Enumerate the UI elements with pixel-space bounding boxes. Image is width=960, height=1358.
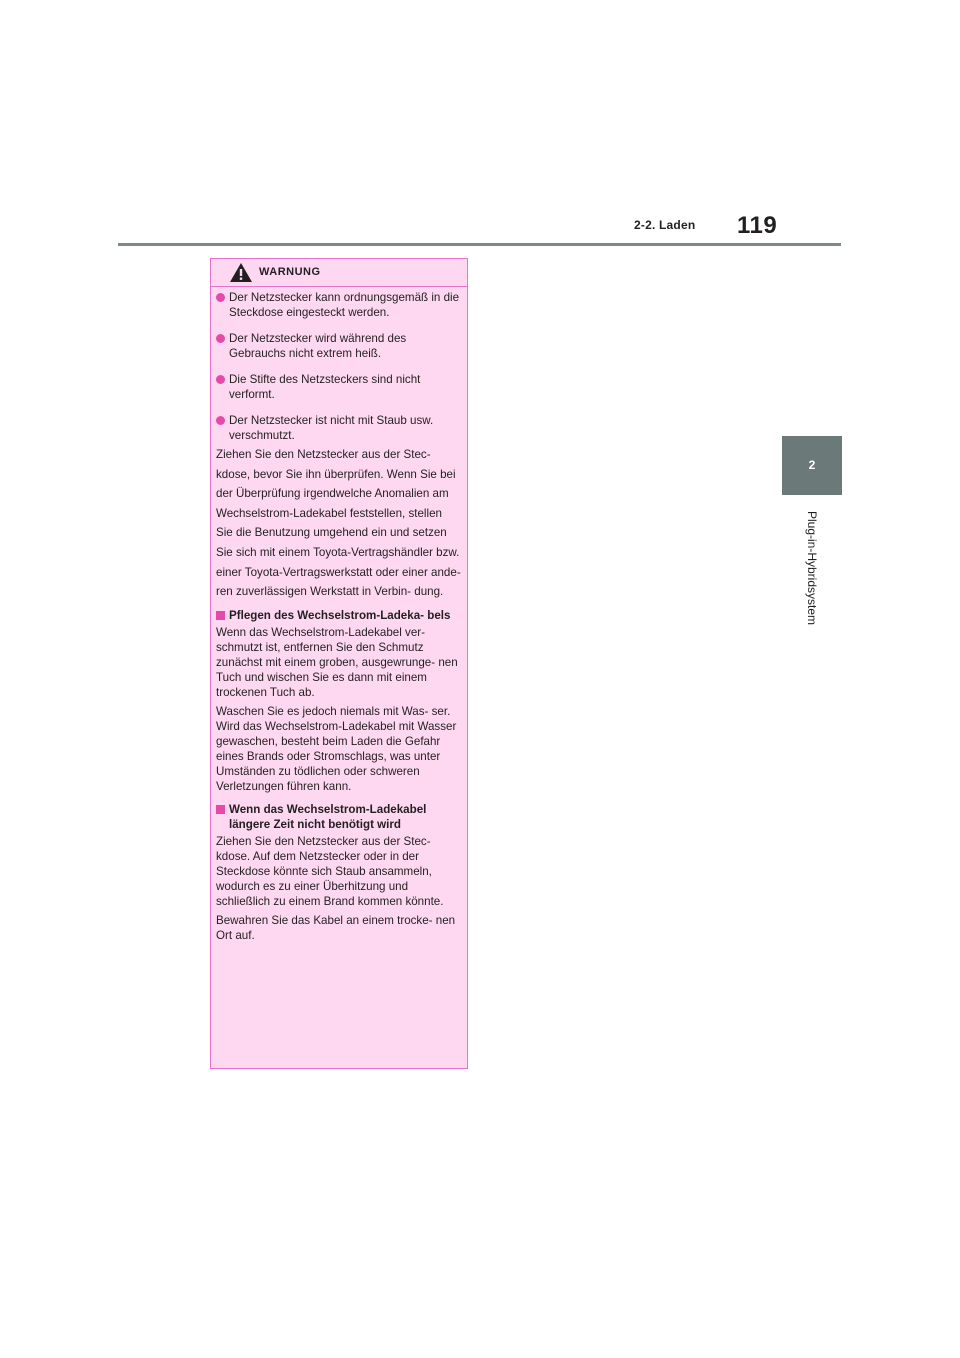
square-bullet-icon [216,805,225,814]
bullet-dot-icon [216,375,225,384]
page-number: 119 [737,212,778,239]
warning-triangle-icon [229,262,253,283]
warning-box [210,258,468,1069]
subheading-text: Wenn das Wechselstrom-Ladekabel längere Zeit nicht benötigt wird [229,802,427,831]
list-item [216,413,461,443]
warning-title: WARNUNG [259,266,321,278]
chapter-label: Plug-in-Hybridsystem [805,510,819,626]
bullet-text: Der Netzstecker kann ordnungsgemäß in die Steckdose eingesteckt werden. [229,291,460,319]
header-divider [118,243,841,246]
bullet-dot-icon [216,416,225,425]
list-item [216,331,461,361]
list-item [216,290,461,320]
instruction-paragraph: Ziehen Sie den Netzstecker aus der Stec- kdose, bevor Sie ihn überprüfen. Wenn Sie bei der Überprüfung irgendwelche Anomalien am Wechselstrom-Ladekabel feststellen, stellen Sie die Benutzung umgehend ein und setzen Sie sich mit einem Toyota-Vertragshändler bzw. einer Toyota-Vertragswerkstatt oder einer ande- ren zuverlässigen Werkstatt in Verbin- dung. [216,448,461,599]
bullet-text: Die Stifte des Netzsteckers sind nicht verformt. [229,373,421,401]
section-title: 2-2. Laden [634,218,696,232]
subheading-storage [216,802,461,832]
bullet-dot-icon [216,293,225,302]
bullet-dot-icon [216,334,225,343]
chapter-tab: 2 [782,436,842,495]
square-bullet-icon [216,611,225,620]
list-item [216,372,461,402]
bullet-text: Der Netzstecker ist nicht mit Staub usw. verschmutzt. [229,414,434,442]
subheading-text: Pflegen des Wechselstrom-Ladeka- bels [229,608,451,622]
bullet-text: Der Netzstecker wird während des Gebrauchs nicht extrem heiß. [229,332,407,360]
paragraph: Ziehen Sie den Netzstecker aus der Stec- kdose. Auf dem Netzstecker oder in der Steckdose könnte sich Staub ansammeln, wodurch es zu einer Überhitzung und schließlich zu einem Brand kommen könnte. [216,834,444,908]
paragraph: Bewahren Sie das Kabel an einem trocke- nen Ort auf. [216,913,456,942]
warning-content [216,290,461,947]
warning-header [211,259,467,287]
paragraph: Waschen Sie es jedoch niemals mit Was- ser. Wird das Wechselstrom-Ladekabel mit Wasser gewaschen, besteht beim Laden die Gefahr eines Brands oder Stromschlags, was unter Umständen zu tödlichen oder schweren Verletzungen führen kann. [216,704,457,793]
subheading-care [216,608,461,623]
paragraph: Wenn das Wechselstrom-Ladekabel ver- schmutzt ist, entfernen Sie den Schmutz zunächst mit einem groben, ausgewrunge- nen Tuch und wischen Sie es dann mit einem trockenen Tuch ab. [216,625,458,699]
